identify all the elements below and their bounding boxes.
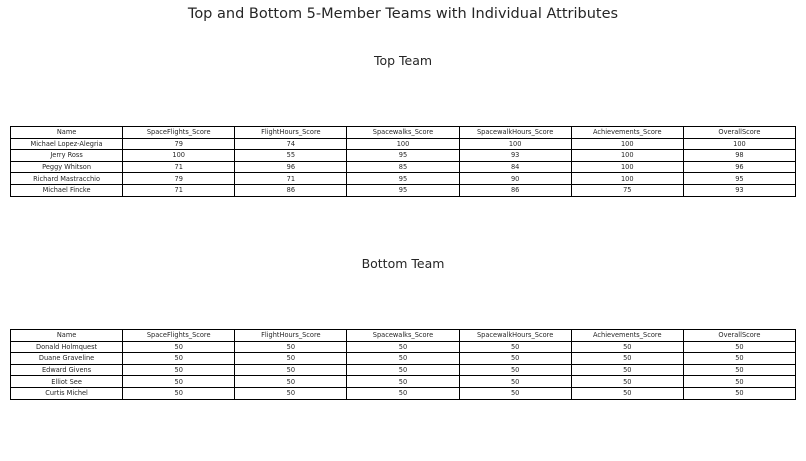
score-cell: 50 — [571, 376, 683, 388]
score-cell: 50 — [235, 353, 347, 365]
score-cell: 50 — [459, 353, 571, 365]
score-cell: 50 — [235, 341, 347, 353]
score-cell: 100 — [571, 173, 683, 185]
score-cell: 100 — [683, 138, 795, 150]
score-cell: 50 — [235, 387, 347, 399]
score-cell: 95 — [683, 173, 795, 185]
member-name-cell: Michael Fincke — [11, 184, 123, 196]
member-name-cell: Duane Graveline — [11, 353, 123, 365]
score-cell: 95 — [347, 173, 459, 185]
column-header: Spacewalks_Score — [347, 127, 459, 139]
score-cell: 85 — [347, 161, 459, 173]
score-cell: 50 — [571, 364, 683, 376]
score-cell: 79 — [123, 138, 235, 150]
top-team-title: Top Team — [373, 53, 433, 68]
bottom-team-table — [10, 329, 796, 400]
score-cell: 50 — [235, 376, 347, 388]
table-header-row — [11, 127, 796, 139]
column-header: SpaceFlights_Score — [123, 127, 235, 139]
member-name-cell: Michael Lopez-Alegria — [11, 138, 123, 150]
column-header: SpaceFlights_Score — [123, 330, 235, 342]
column-header: Spacewalks_Score — [347, 330, 459, 342]
score-cell: 50 — [347, 387, 459, 399]
score-cell: 50 — [683, 364, 795, 376]
score-cell: 50 — [347, 341, 459, 353]
score-cell: 55 — [235, 150, 347, 162]
column-header: FlightHours_Score — [235, 127, 347, 139]
score-cell: 50 — [459, 364, 571, 376]
table-row — [11, 173, 796, 185]
top-team-table — [10, 126, 796, 197]
member-name-cell: Edward Givens — [11, 364, 123, 376]
score-cell: 96 — [683, 161, 795, 173]
score-cell: 50 — [347, 376, 459, 388]
table-row — [11, 341, 796, 353]
score-cell: 71 — [123, 161, 235, 173]
score-cell: 100 — [459, 138, 571, 150]
score-cell: 50 — [571, 387, 683, 399]
score-cell: 95 — [347, 150, 459, 162]
score-cell: 50 — [683, 341, 795, 353]
score-cell: 79 — [123, 173, 235, 185]
member-name-cell: Elliot See — [11, 376, 123, 388]
score-cell: 71 — [235, 173, 347, 185]
score-cell: 71 — [123, 184, 235, 196]
table-header-row — [11, 330, 796, 342]
score-cell: 75 — [571, 184, 683, 196]
table-row — [11, 161, 796, 173]
table-row — [11, 150, 796, 162]
member-name-cell: Peggy Whitson — [11, 161, 123, 173]
score-cell: 50 — [683, 387, 795, 399]
column-header: OverallScore — [683, 127, 795, 139]
column-header: Name — [11, 127, 123, 139]
member-name-cell: Curtis Michel — [11, 387, 123, 399]
column-header: Achievements_Score — [571, 127, 683, 139]
score-cell: 86 — [459, 184, 571, 196]
score-cell: 93 — [459, 150, 571, 162]
score-cell: 95 — [347, 184, 459, 196]
score-cell: 50 — [123, 376, 235, 388]
table-row — [11, 387, 796, 399]
score-cell: 98 — [683, 150, 795, 162]
score-cell: 50 — [123, 341, 235, 353]
score-cell: 50 — [347, 353, 459, 365]
table-row — [11, 376, 796, 388]
table-row — [11, 184, 796, 196]
score-cell: 50 — [235, 364, 347, 376]
column-header: SpacewalkHours_Score — [459, 330, 571, 342]
score-cell: 50 — [123, 387, 235, 399]
score-cell: 50 — [123, 364, 235, 376]
score-cell: 100 — [571, 138, 683, 150]
table-row — [11, 138, 796, 150]
score-cell: 50 — [459, 341, 571, 353]
score-cell: 50 — [459, 387, 571, 399]
column-header: FlightHours_Score — [235, 330, 347, 342]
score-cell: 50 — [123, 353, 235, 365]
score-cell: 96 — [235, 161, 347, 173]
score-cell: 50 — [459, 376, 571, 388]
table-row — [11, 353, 796, 365]
score-cell: 100 — [347, 138, 459, 150]
score-cell: 50 — [571, 353, 683, 365]
score-cell: 50 — [571, 341, 683, 353]
score-cell: 90 — [459, 173, 571, 185]
table-row — [11, 364, 796, 376]
member-name-cell: Richard Mastracchio — [11, 173, 123, 185]
member-name-cell: Donald Holmquest — [11, 341, 123, 353]
column-header: Name — [11, 330, 123, 342]
score-cell: 50 — [347, 364, 459, 376]
figure-title: Top and Bottom 5-Member Teams with Individual Attributes — [187, 6, 619, 22]
score-cell: 100 — [123, 150, 235, 162]
score-cell: 100 — [571, 150, 683, 162]
column-header: Achievements_Score — [571, 330, 683, 342]
score-cell: 74 — [235, 138, 347, 150]
score-cell: 100 — [571, 161, 683, 173]
score-cell: 84 — [459, 161, 571, 173]
column-header: OverallScore — [683, 330, 795, 342]
score-cell: 93 — [683, 184, 795, 196]
column-header: SpacewalkHours_Score — [459, 127, 571, 139]
score-cell: 86 — [235, 184, 347, 196]
member-name-cell: Jerry Ross — [11, 150, 123, 162]
score-cell: 50 — [683, 353, 795, 365]
score-cell: 50 — [683, 376, 795, 388]
bottom-team-title: Bottom Team — [361, 256, 445, 271]
